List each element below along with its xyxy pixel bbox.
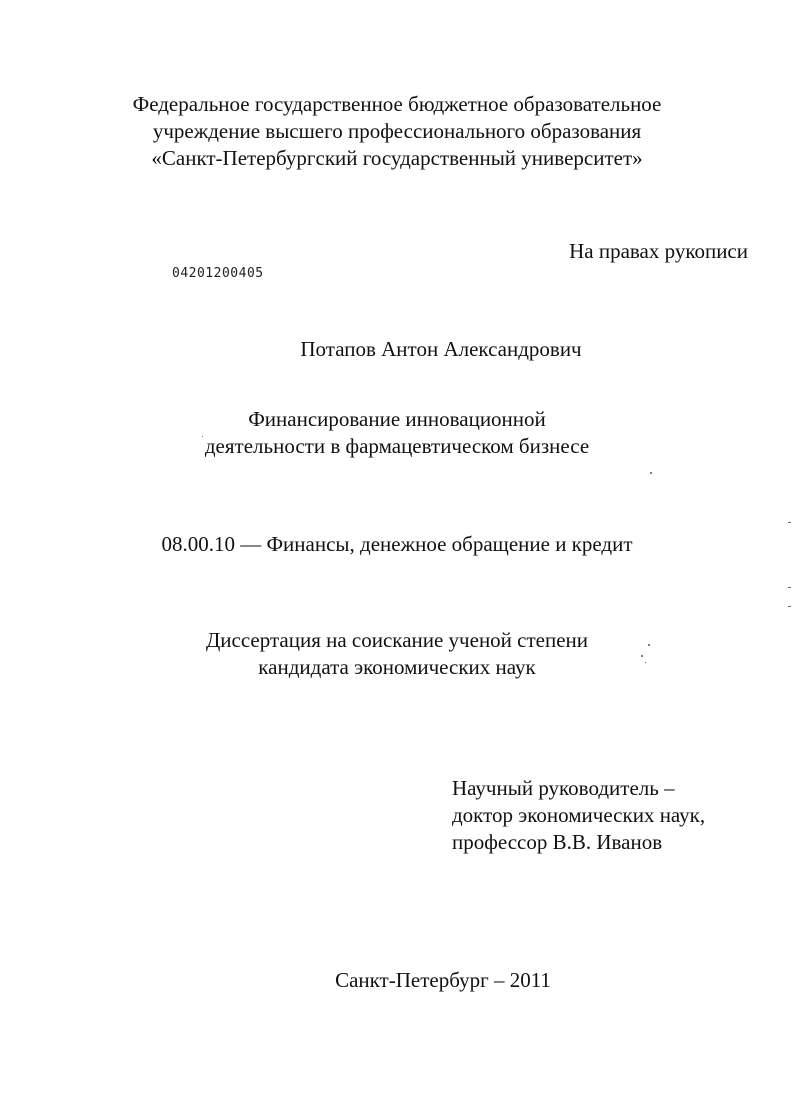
degree-line: кандидата экономических наук [258, 655, 536, 679]
scan-speck [648, 644, 650, 646]
scan-speck [641, 655, 643, 657]
city-year: Санкт-Петербург – 2011 [335, 968, 551, 992]
supervisor-line: профессор В.В. Иванов [452, 830, 663, 854]
scan-edge-mark [788, 606, 791, 607]
catalog-number: 04201200405 [172, 266, 264, 281]
scan-speck [650, 472, 652, 474]
institution-line: Федеральное государственное бюджетное образовательное [132, 92, 662, 116]
scan-edge-mark [788, 587, 791, 588]
author-name: Потапов Антон Александрович [300, 337, 582, 361]
institution-heading [0, 91, 794, 172]
scan-speck [202, 436, 203, 437]
degree-line: Диссертация на соискание ученой степени [205, 628, 589, 652]
institution-line: «Санкт-Петербургский государственный университет» [151, 146, 643, 170]
title-line: Финансирование инновационной [248, 407, 546, 431]
dissertation-title [0, 406, 794, 460]
title-line: деятельности в фармацевтическом бизнесе [204, 434, 590, 458]
scan-speck [645, 662, 646, 663]
supervisor-block [452, 775, 705, 856]
degree-statement [0, 627, 794, 681]
supervisor-line: доктор экономических наук, [452, 803, 706, 827]
institution-line: учреждение высшего профессионального образования [152, 119, 642, 143]
manuscript-note: На правах рукописи [569, 239, 748, 263]
specialty-code: 08.00.10 — Финансы, денежное обращение и кредит [161, 532, 633, 556]
supervisor-line: Научный руководитель – [452, 776, 675, 800]
scan-edge-mark [788, 522, 791, 523]
